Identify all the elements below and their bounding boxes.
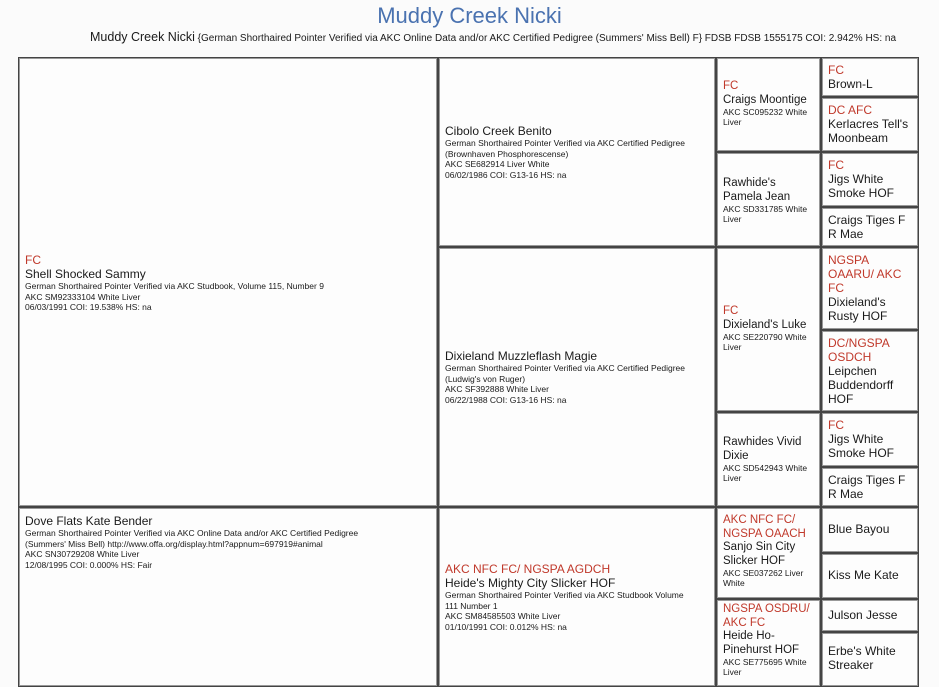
page-title: Muddy Creek Nicki [377, 3, 562, 28]
gen3-1-detail: AKC SC095232 White Liver [723, 107, 808, 127]
sire-sire-detail-4: 06/02/1986 COI: G13-16 HS: na [445, 169, 567, 180]
gen3-6-detail: AKC SE775695 White Liver [723, 657, 807, 677]
dam-sire-name: Heide's Mighty City Slicker HOF [445, 576, 616, 590]
dam-sire-detail-3: AKC SM84585503 White Liver [445, 611, 561, 621]
gen4-1-name: Brown-L [828, 77, 873, 91]
gen4-5-name: Dixieland's Rusty HOF [828, 295, 888, 323]
pedigree-cell-gen4-10 [821, 553, 919, 599]
sire-detail-3: 06/03/1991 COI: 19.538% HS: na [25, 302, 152, 312]
pedigree-cell-gen3-5 [716, 507, 821, 599]
gen4-5-titles: NGSPA OAARU/ AKC FC [828, 253, 902, 295]
dam-detail-3: AKC SN30729208 White Liver [25, 549, 140, 559]
dam-sire-detail-4: 01/10/1991 COI: 0.012% HS: na [445, 621, 567, 632]
dam-detail-1: German Shorthaired Pointer Verified via AKC Online Data and/or AKC Certified Pedigree [25, 528, 359, 538]
sire-dam-detail-4: 06/22/1988 COI: G13-16 HS: na [445, 394, 567, 405]
pedigree-cell-gen3-1 [716, 57, 821, 152]
gen4-7-name: Jigs White Smoke HOF [828, 432, 895, 460]
gen3-5-titles: AKC NFC FC/ NGSPA OAACH [723, 514, 806, 540]
gen4-3-titles: FC [828, 158, 844, 172]
pedigree-cell-gen4-11 [821, 599, 919, 632]
sire-name: Shell Shocked Sammy [25, 267, 146, 281]
gen3-6-titles: NGSPA OSDRU/ AKC FC [723, 603, 810, 629]
sire-dam-detail-3: AKC SF392888 White Liver [445, 384, 549, 394]
pedigree-cell-gen4-1 [821, 57, 919, 97]
dam-sire-detail-1: German Shorthaired Pointer Verified via AKC Studbook Volume [445, 590, 684, 600]
dam-detail-4: 12/08/1995 COI: 0.000% HS: Fair [25, 559, 153, 570]
sire-sire-detail-3: AKC SE682914 Liver White [445, 159, 550, 169]
pedigree-cell-gen4-8 [821, 467, 919, 507]
pedigree-cell-dam [18, 507, 438, 687]
gen4-6-titles: DC/NGSPA OSDCH [828, 336, 890, 364]
gen4-3-name: Jigs White Smoke HOF [828, 172, 895, 200]
pedigree-cell-gen3-4 [716, 412, 821, 507]
sire-detail-1: German Shorthaired Pointer Verified via AKC Studbook, Volume 115, Number 9 [25, 281, 324, 291]
gen3-3-name: Dixieland's Luke [723, 318, 807, 331]
gen3-2-detail: AKC SD331785 White Liver [723, 204, 808, 224]
pedigree-cell-gen3-3 [716, 247, 821, 412]
subject-name: Muddy Creek Nicki [90, 30, 195, 44]
pedigree-cell-gen4-7 [821, 412, 919, 467]
pedigree-cell-gen4-2 [821, 97, 919, 152]
sire-dam-detail-2: (Ludwig's von Ruger) [445, 373, 526, 384]
gen4-6-name: Leipchen Buddendorff HOF [828, 364, 894, 406]
pedigree-cell-gen4-4 [821, 207, 919, 247]
subject-info [90, 30, 930, 44]
gen4-11-name: Julson Jesse [828, 608, 898, 622]
gen4-4-name: Craigs Tiges F R Mae [828, 213, 906, 241]
gen3-3-titles: FC [723, 305, 739, 317]
dam-detail-2: (Summers' Miss Bell) http://www.offa.org/display.html?appnum=697919#animal [25, 538, 323, 549]
dam-name: Dove Flats Kate Bender [25, 514, 153, 528]
sire-detail-2: AKC SM92333104 White Liver [25, 291, 141, 302]
pedigree-cell-gen4-3 [821, 152, 919, 207]
gen3-1-name: Craigs Moontige [723, 93, 807, 106]
gen3-4-name: Rawhides Vivid Dixie [723, 436, 802, 462]
dam-sire-titles: AKC NFC FC/ NGSPA AGDCH [445, 562, 611, 576]
pedigree-cell-sire-sire [438, 57, 716, 247]
gen3-2-name: Rawhide's Pamela Jean [723, 177, 791, 203]
pedigree-cell-gen3-6 [716, 599, 821, 687]
gen4-2-titles: DC AFC [828, 103, 873, 117]
gen4-9-name: Blue Bayou [828, 522, 890, 536]
gen3-5-detail: AKC SE037262 Liver White [723, 568, 804, 588]
gen3-5-name: Sanjo Sin City Slicker HOF [723, 541, 796, 567]
gen3-6-name: Heide Ho-Pinehurst HOF [723, 630, 800, 656]
sire-sire-name: Cibolo Creek Benito [445, 124, 552, 138]
gen4-7-titles: FC [828, 418, 844, 432]
subject-details: {German Shorthaired Pointer Verified via AKC Online Data and/or AKC Certified Pedigree (Summers' Miss Bell) F} FDSB FDSB 1555175 COI: 2.942% HS: na [197, 33, 897, 44]
sire-titles: FC [25, 253, 41, 267]
pedigree-cell-gen4-12 [821, 632, 919, 687]
pedigree-cell-sire [18, 57, 438, 507]
gen4-12-name: Erbe's White Streaker [828, 644, 896, 672]
sire-dam-name: Dixieland Muzzleflash Magie [445, 349, 598, 363]
pedigree-cell-dam-sire [438, 507, 716, 687]
gen3-4-detail: AKC SD542943 White Liver [723, 463, 808, 483]
sire-dam-detail-1: German Shorthaired Pointer Verified via AKC Certified Pedigree [445, 363, 686, 373]
pedigree-cell-gen4-6 [821, 330, 919, 412]
gen4-10-name: Kiss Me Kate [828, 568, 899, 582]
sire-sire-detail-1: German Shorthaired Pointer Verified via AKC Certified Pedigree [445, 138, 686, 148]
dam-sire-detail-2: 111 Number 1 [445, 600, 498, 611]
pedigree-cell-gen3-2 [716, 152, 821, 247]
gen4-1-titles: FC [828, 63, 844, 77]
pedigree-cell-sire-dam [438, 247, 716, 507]
pedigree-cell-gen4-9 [821, 507, 919, 553]
gen4-2-name: Kerlacres Tell's Moonbeam [828, 117, 909, 145]
gen4-8-name: Craigs Tiges F R Mae [828, 473, 906, 501]
gen3-1-titles: FC [723, 80, 739, 92]
sire-sire-detail-2: (Brownhaven Phosphorescense) [445, 148, 569, 159]
pedigree-cell-gen4-5 [821, 247, 919, 330]
gen3-3-detail: AKC SE220790 White Liver [723, 332, 807, 352]
